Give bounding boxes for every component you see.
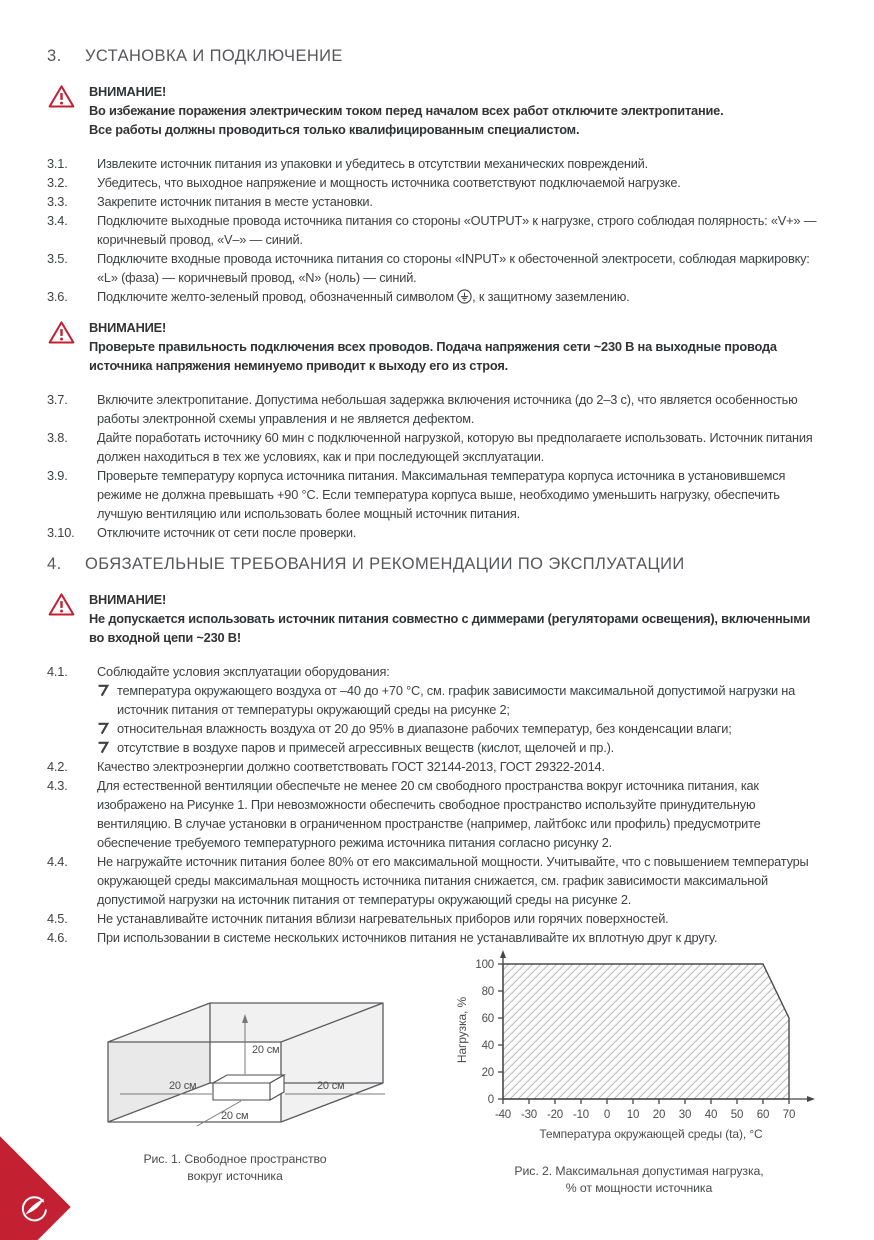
- warning-triangle-icon: [47, 591, 76, 618]
- bullet-text: температура окружающего воздуха от –40 до +70 °C, см. график зависимости максимальной допустимой нагрузки на источник питания от температуры окружающий среды на рисунке 2;: [117, 683, 796, 717]
- list-3-2: [47, 390, 826, 542]
- warning-line: Во избежание поражения электрическим током перед началом всех работ отключите электропитание.: [89, 103, 724, 118]
- arrow-bullet-icon: [97, 741, 109, 754]
- warning-line: Не допускается использовать источник питания совместно с диммерами (регуляторами освещения), включенными во входной цепи ~230 В!: [89, 611, 811, 645]
- item-number: 3.10.: [47, 525, 75, 540]
- item-text: Убедитесь, что выходное напряжение и мощность источника соответствуют подключаемой нагрузке.: [97, 175, 681, 190]
- figure-1: [95, 946, 455, 1185]
- warning-title: ВНИМАНИЕ!: [89, 84, 167, 99]
- arrow-bullet-icon: [97, 684, 109, 697]
- warning-block-2: [47, 318, 826, 375]
- caption-line: вокруг источника: [187, 1169, 283, 1183]
- svg-text:20: 20: [481, 1067, 494, 1079]
- warning-triangle-icon: [47, 83, 76, 110]
- section-4-heading: [47, 554, 826, 574]
- svg-text:50: 50: [730, 1109, 744, 1121]
- warning-title: ВНИМАНИЕ!: [89, 592, 167, 607]
- list-item: [47, 776, 826, 852]
- list-item: [47, 466, 826, 523]
- chart-y-axis-label: Нагрузка, %: [455, 996, 469, 1064]
- item-lead: Соблюдайте условия эксплуатации оборудования:: [97, 664, 390, 679]
- item-text: Для естественной вентиляции обеспечьте не менее 20 см свободного пространства вокруг источника питания, как изображено на Рисунке 1. При невозможности обеспечить свободное пространство используйте принудительную вентиляцию. В случае установки в ограниченном пространстве (например, лайтбокс или профиль) предусмотрите обеспечение требуемого температурного режима источника питания согласно рисунку 2.: [97, 778, 761, 850]
- item-number: 3.3.: [47, 194, 68, 209]
- section-3-heading: [47, 46, 826, 66]
- chart-y-ticks: [475, 959, 503, 1106]
- warning-text: [89, 590, 826, 647]
- list-item: [47, 523, 826, 542]
- item-text: Дайте поработать источнику 60 мин с подключенной нагрузкой, которую вы предполагаете использовать. Источник питания должен находиться в тех же условиях, как и при последующей эксплуатации.: [97, 430, 813, 464]
- item-text: Извлеките источник питания из упаковки и убедитесь в отсутствии механических повреждений.: [97, 156, 648, 171]
- list-item: [47, 249, 826, 287]
- list-item: [47, 192, 826, 211]
- item-number: 3.6.: [47, 289, 68, 304]
- item-text: Закрепите источник питания в месте установки.: [97, 194, 373, 209]
- list-item: [47, 154, 826, 173]
- brand-corner-shape: [0, 1136, 71, 1240]
- list-item: [47, 211, 826, 249]
- bullet-item: [97, 719, 826, 738]
- arrow-bullet-icon: [97, 722, 109, 735]
- item-number: 3.9.: [47, 468, 68, 483]
- item-number: 3.2.: [47, 175, 68, 190]
- item-text: Не нагружайте источник питания более 80% от его максимальной мощности. Учитывайте, что с повышением температуры окружающей среды максимальная мощность источника питания снижается, см. график зависимости максимальной допустимой нагрузки на источник питания от температуры окружающий среды на рисунке 2.: [97, 854, 809, 907]
- item-number: 3.8.: [47, 430, 68, 445]
- caption-line: % от мощности источника: [565, 1181, 713, 1195]
- item-number: 4.2.: [47, 759, 68, 774]
- item-number: 3.4.: [47, 213, 68, 228]
- chart-region: [503, 964, 789, 1099]
- svg-text:60: 60: [756, 1109, 770, 1121]
- chart-x-axis-label: Температура окружающей среды (ta), °C: [539, 1127, 763, 1141]
- list-4: [47, 662, 826, 947]
- item-number: 4.3.: [47, 778, 68, 793]
- clearance-label-top: 20 см: [252, 1044, 280, 1056]
- svg-text:100: 100: [475, 959, 494, 971]
- section-title: УСТАНОВКА И ПОДКЛЮЧЕНИЕ: [85, 47, 343, 65]
- list-item: [47, 287, 826, 306]
- warning-title: ВНИМАНИЕ!: [89, 320, 167, 335]
- item-text: [97, 662, 826, 757]
- warning-triangle-icon: [47, 319, 76, 346]
- svg-text:40: 40: [481, 1040, 494, 1052]
- item-number: 4.1.: [47, 664, 68, 679]
- svg-text:60: 60: [481, 1013, 494, 1025]
- item-text-before: Подключите желто-зеленый провод, обозначенный символом: [97, 289, 458, 304]
- item-text: При использовании в системе нескольких источников питания не устанавливайте их вплотную друг к другу.: [97, 930, 718, 945]
- item-text: Подключите выходные провода источника питания со стороны «OUTPUT» к нагрузке, строго соблюдая полярность: «V+» — коричневый провод, «V–» — синий.: [97, 213, 817, 247]
- bullet-item: [97, 738, 826, 757]
- figure-2-caption: [455, 1163, 823, 1197]
- clearance-label-front: 20 см: [221, 1110, 249, 1122]
- item-number: 3.7.: [47, 392, 68, 407]
- item-text: Проверьте температуру корпуса источника питания. Максимальная температура корпуса источника в установившемся режиме не должна превышать +90 °C. Если температура корпуса выше, необходимо уменьшить нагрузку, обеспечить лучшую вентиляцию или использовать более мощный источник питания.: [97, 468, 786, 521]
- item-number: 3.5.: [47, 251, 68, 266]
- list-item: [47, 428, 826, 466]
- item-text: Подключите входные провода источника питания со стороны «INPUT» к обесточенной электросети, соблюдая маркировку: «L» (фаза) — коричневый провод, «N» (ноль) — синий.: [97, 251, 810, 285]
- warning-line: Проверьте правильность подключения всех проводов. Подача напряжения сети ~230 В на выходные провода источника напряжения неминуемо приводит к выходу его из строя.: [89, 339, 777, 373]
- warning-text: [89, 82, 826, 139]
- clearance-label-left: 20 см: [169, 1080, 197, 1092]
- svg-text:-40: -40: [494, 1109, 512, 1121]
- bullet-item: [97, 681, 826, 719]
- bullet-text: отсутствие в воздухе паров и примесей агрессивных веществ (кислот, щелочей и пр.).: [117, 740, 614, 755]
- svg-text:0: 0: [603, 1109, 611, 1121]
- section-number: 4.: [47, 555, 62, 573]
- figure-2: [455, 946, 823, 1197]
- section-title: ОБЯЗАТЕЛЬНЫЕ ТРЕБОВАНИЯ И РЕКОМЕНДАЦИИ ПО ЭКСПЛУАТАЦИИ: [85, 555, 685, 573]
- svg-text:70: 70: [782, 1109, 796, 1121]
- list-item: [47, 757, 826, 776]
- brand-swoosh-logo: [17, 1192, 49, 1224]
- item-text-after: , к защитному заземлению.: [472, 289, 630, 304]
- svg-text:-30: -30: [520, 1109, 538, 1121]
- svg-text:20: 20: [652, 1109, 666, 1121]
- svg-text:30: 30: [678, 1109, 692, 1121]
- svg-text:40: 40: [704, 1109, 718, 1121]
- list-item: [47, 173, 826, 192]
- list-item: [47, 852, 826, 909]
- list-item: [47, 662, 826, 757]
- item-text: Не устанавливайте источник питания вблизи нагревательных приборов или горячих поверхностей.: [97, 911, 669, 926]
- svg-text:10: 10: [626, 1109, 640, 1121]
- bullet-text: относительная влажность воздуха от 20 до 95% в диапазоне рабочих температур, без конденсации влаги;: [117, 721, 732, 736]
- room-clearance-diagram: [95, 997, 451, 1137]
- warning-line: Все работы должны проводиться только квалифицированным специалистом.: [89, 122, 580, 137]
- section-number: 3.: [47, 47, 62, 65]
- item-number: 4.6.: [47, 930, 68, 945]
- item-text: Качество электроэнергии должно соответствовать ГОСТ 32144-2013, ГОСТ 29322-2014.: [97, 759, 605, 774]
- svg-text:-20: -20: [546, 1109, 564, 1121]
- list-item: [47, 928, 826, 947]
- item-number: 4.5.: [47, 911, 68, 926]
- item-text: [97, 287, 826, 306]
- list-3-1: [47, 154, 826, 306]
- clearance-label-right: 20 см: [317, 1080, 345, 1092]
- warning-text: [89, 318, 826, 375]
- svg-text:0: 0: [487, 1094, 494, 1106]
- figure-1-caption: [95, 1151, 375, 1185]
- svg-text:-10: -10: [572, 1109, 590, 1121]
- power-supply-box: [213, 1075, 284, 1100]
- item-number: 3.1.: [47, 156, 68, 171]
- item-number: 4.4.: [47, 854, 68, 869]
- warning-block-1: [47, 82, 826, 139]
- protective-earth-icon: [457, 289, 472, 304]
- caption-line: Рис. 2. Максимальная допустимая нагрузка,: [514, 1164, 764, 1178]
- warning-block-3: [47, 590, 826, 647]
- svg-text:80: 80: [481, 986, 494, 998]
- load-chart: [455, 946, 823, 1144]
- item-text: Включите электропитание. Допустима небольшая задержка включения источника (до 2–3 с), что является особенностью работы электронной схемы управления и не является дефектом.: [97, 392, 798, 426]
- caption-line: Рис. 1. Свободное пространство: [143, 1152, 327, 1166]
- chart-x-ticks: [495, 1099, 795, 1121]
- list-item: [47, 390, 826, 428]
- list-item: [47, 909, 826, 928]
- item-text: Отключите источник от сети после проверки.: [97, 525, 357, 540]
